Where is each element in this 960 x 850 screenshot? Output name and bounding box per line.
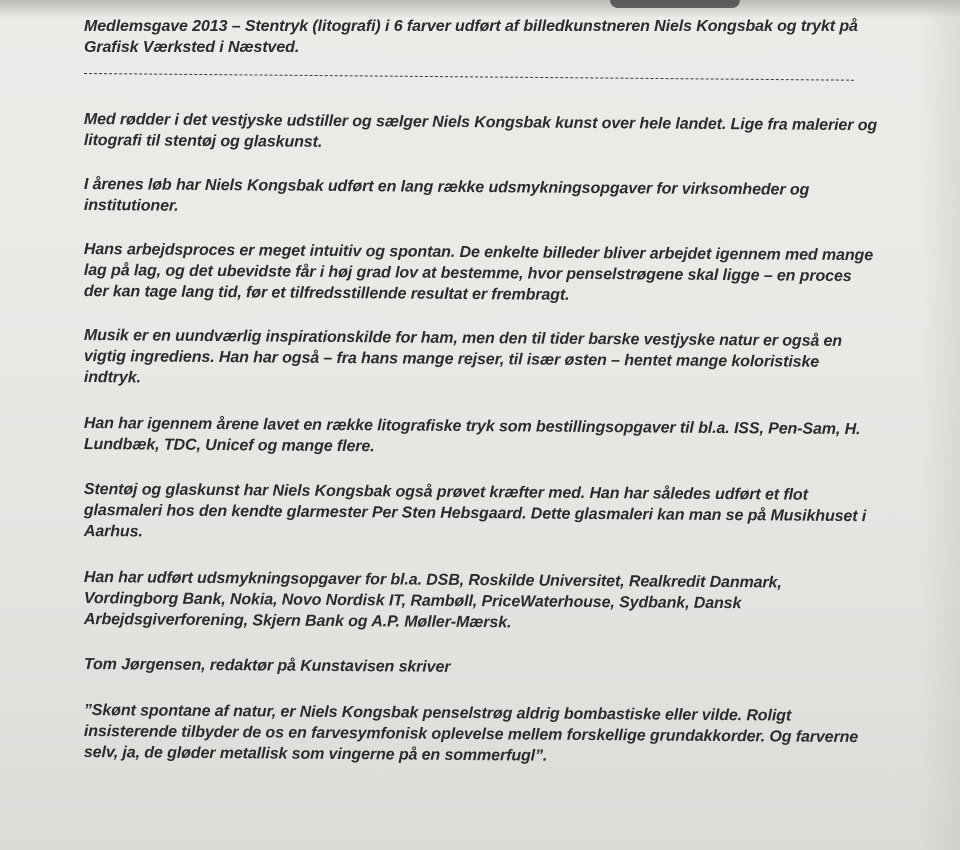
paragraph-7-line-2: Vordingborg Bank, Nokia, Novo Nordisk IT, Rambøll, PriceWaterhouse, Sydbank, Dansk [83,589,742,613]
paragraph-3-line-3: der kan tage lang tid, før et tilfredsstillende resultat er frembragt. [83,282,570,304]
quote-line-1: ”Skønt spontane af natur, er Niels Kongsbak penselstrøg aldrig bombastiske eller vilde. Roligt [83,701,792,725]
paragraph-7-line-3: Arbejdsgiverforening, Skjern Bank og A.P. Møller-Mærsk. [83,610,512,632]
paragraph-5-line-1: Han har igennem årene lavet en række litografiske tryk som bestillingsopgaver til bl.a. ISS, Pen-Sam, H. [83,414,861,439]
paragraph-8-line-1: Tom Jørgensen, redaktør på Kunstavisen skriver [83,655,451,676]
paragraph-4-line-3: indtryk. [83,368,141,387]
header-line-2: Grafisk Værksted i Næstved. [84,39,300,56]
paragraph-5-line-2: Lundbæk, TDC, Unicef og mange flere. [83,435,375,456]
paragraph-2-line-2: institutioner. [83,196,179,215]
dashed-divider [84,73,854,81]
paragraph-4-line-2: vigtig ingrediens. Han har også – fra hans mange rejser, til især østen – hentet mange koloristiske [83,347,820,371]
right-edge-shade [920,0,960,850]
paragraph-1-line-1: Med rødder i det vestjyske udstiller og sælger Niels Kongsbak kunst over hele landet. Lige fra malerier og [83,110,878,135]
header-line-1: Medlemsgave 2013 – Stentryk (litografi) i 6 farver udført af billedkunstneren Niels Kongsbak og trykt på [84,18,858,35]
paragraph-3-line-1: Hans arbejdsproces er meget intuitiv og spontan. De enkelte billeder bliver arbejdet igennem med mange [83,240,874,265]
paragraph-6-line-2: glasmaleri hos den kendte glarmester Per Sten Hebsgaard. Dette glasmaleri kan man se på Musikhuset i [83,501,867,526]
paragraph-1-line-2: litografi til stentøj og glaskunst. [83,131,323,151]
quote-line-2: insisterende tilbyder de os en farvesymfonisk oplevelse mellem forskellige grundakkorder. Og farverne [83,722,859,747]
paragraph-6-line-1: Stentøj og glaskunst har Niels Kongsbak også prøvet kræfter med. Han har således udført et flot [83,480,808,504]
paragraph-3-line-2: lag på lag, og det ubevidste får i høj grad lov at bestemme, hvor penselstrøgene skal ligge – en proces [83,261,852,286]
top-edge-dark-mark [610,0,740,8]
quote-line-3: selv, ja, de gløder metallisk som vingerne på en sommerfugl”. [83,743,548,765]
paragraph-7-line-1: Han har udført udsmykningsopgaver for bl.a. DSB, Roskilde Universitet, Realkredit Danmark, [83,568,782,592]
paragraph-4-line-1: Musik er en uundværlig inspirationskilde for ham, men den til tider barske vestjyske natur er også en [83,326,843,350]
paragraph-2-line-1: I årenes løb har Niels Kongsbak udført en lang række udsmykningsopgaver for virksomheder og [83,175,810,199]
paragraph-6-line-3: Aarhus. [83,522,143,541]
